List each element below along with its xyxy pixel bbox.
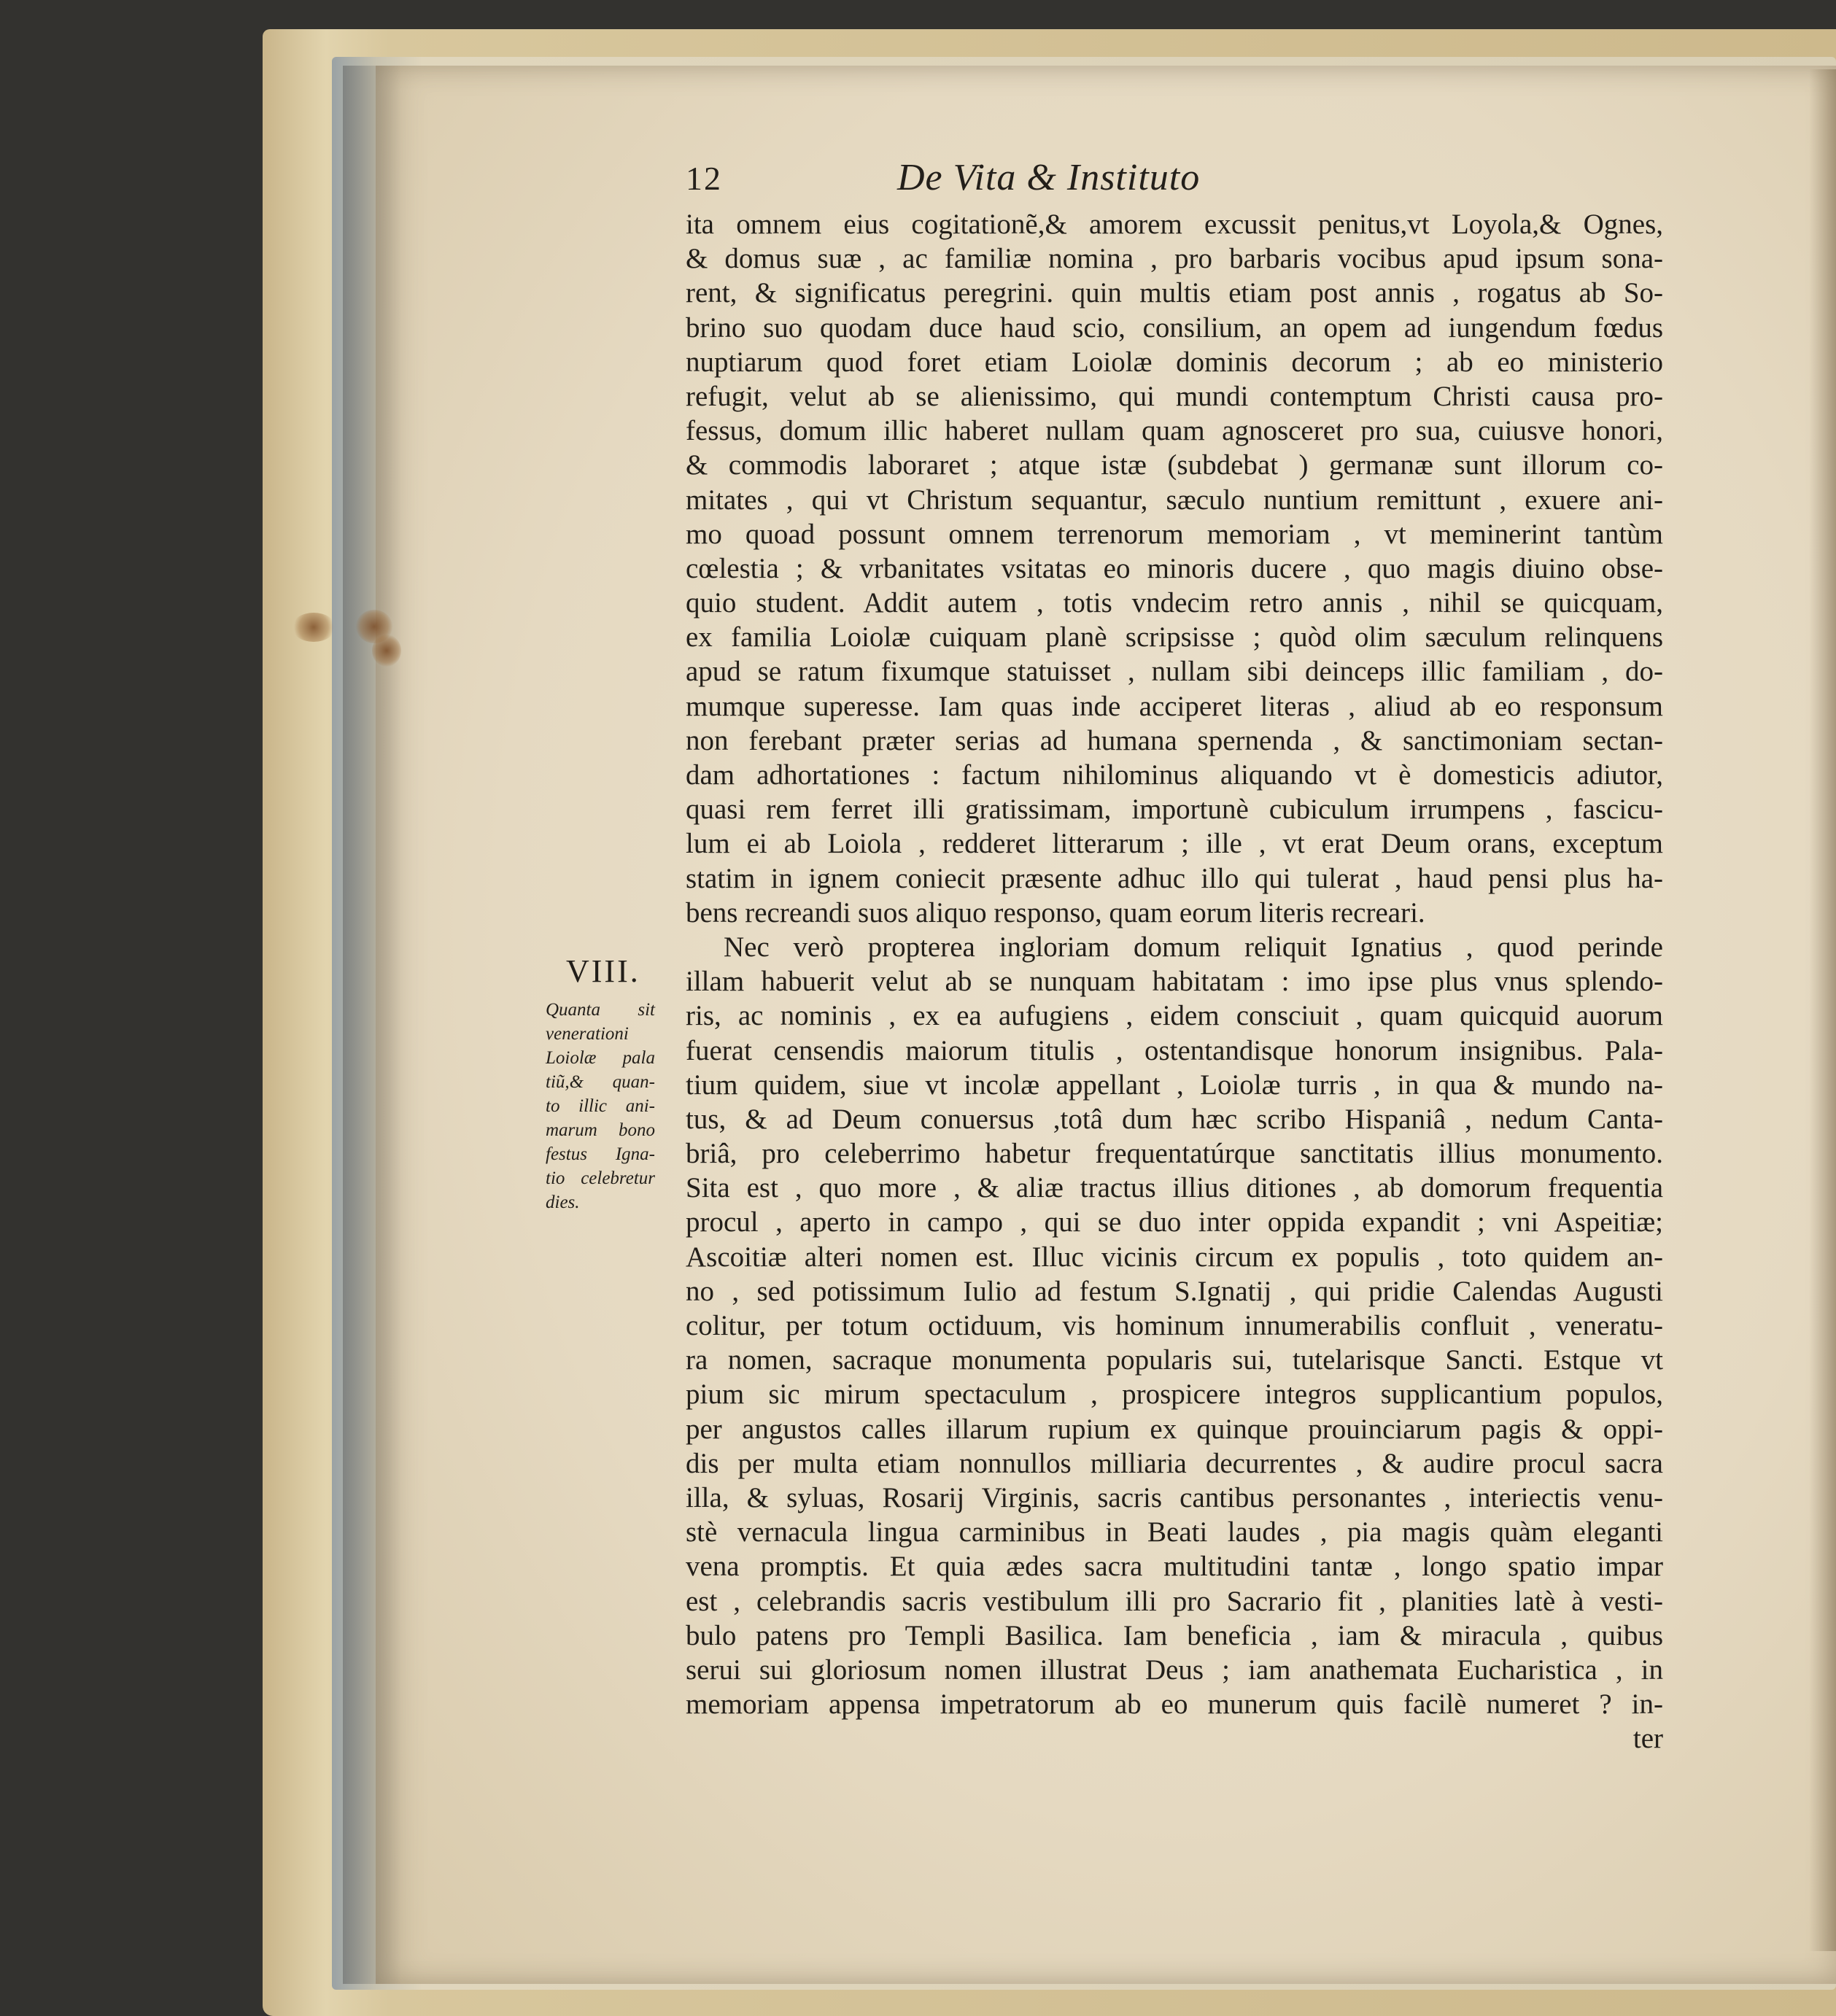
- text-line: tus, & ad Deum conuersus ,totâ dum hæc scribo Hispaniâ , nedum Canta-: [686, 1103, 1663, 1135]
- text-line: non ferebant præter serias ad humana spernenda , & sanctimoniam sectan-: [686, 724, 1663, 756]
- text-line: Ascoitiæ alteri nomen est. Illuc vicinis circum ex populis , toto quidem an-: [686, 1241, 1663, 1273]
- text-line: ex familia Loiolæ cuiquam planè scripsisse ; quòd olim sæculum relinquens: [686, 621, 1663, 654]
- text-line: & commodis laboraret ; atque istæ (subdebat ) germanæ sunt illorum co-: [686, 449, 1663, 481]
- text-line: Nec verò propterea ingloriam domum reliquit Ignatius , quod perinde: [724, 931, 1663, 963]
- page-edge-shadow: [1809, 69, 1836, 1951]
- text-line: memoriam appensa impetratorum ab eo munerum quis facilè numeret ? in-: [686, 1689, 1663, 1721]
- text-line: tium quidem, siue vt incolæ appellant , Loiolæ turris , in qua & mundo na-: [686, 1069, 1663, 1101]
- text-line: lum ei ab Loiola , redderet litterarum ; ille , vt erat Deum orans, exceptum: [686, 828, 1663, 860]
- text-line: Sita est , quo more , & aliæ tractus illius ditiones , ab domorum frequentia: [686, 1172, 1663, 1204]
- text-line: nuptiarum quod foret etiam Loiolæ dominis decorum ; ab eo ministerio: [686, 346, 1663, 378]
- text-line: no , sed potissimum Iulio ad festum S.Ignatij , qui pridie Calendas Augusti: [686, 1275, 1663, 1307]
- text-line: refugit, velut ab se alienissimo, qui mundi contemptum Christi causa pro-: [686, 380, 1663, 412]
- stain-mark: [292, 613, 336, 642]
- text-line: ris, ac nominis , ex ea aufugiens , eidem consciuit , quam quicquid auorum: [686, 1000, 1663, 1032]
- margin-note-line: festus Igna-: [546, 1144, 655, 1164]
- margin-note-line: to illic ani-: [546, 1096, 655, 1116]
- text-line: rent, & significatus peregrini. quin multis etiam post annis , rogatus ab So-: [686, 277, 1663, 309]
- text-line: pium sic mirum spectaculum , prospicere integros supplicantium populos,: [686, 1379, 1663, 1411]
- margin-note-line: dies.: [546, 1193, 580, 1212]
- text-line: quasi rem ferret illi gratissimam, importunè cubiculum irrumpens , fascicu-: [686, 794, 1663, 826]
- text-line: per angustos calles illarum rupium ex quinque prouinciarum pagis & oppi-: [686, 1413, 1663, 1445]
- text-line: est , celebrandis sacris vestibulum illi pro Sacrario fit , planities latè à vesti-: [686, 1585, 1663, 1617]
- text-line: briâ, pro celeberrimo habetur frequentatúrque sanctitatis illius monumento.: [686, 1138, 1663, 1170]
- text-line: ra nomen, sacraque monumenta popularis sui, tutelarisque Sancti. Estque vt: [686, 1344, 1663, 1376]
- text-line: fuerat censendis maiorum titulis , ostentandisque honorum insignibus. Pala-: [686, 1034, 1663, 1066]
- catchword: ter: [1632, 1723, 1663, 1755]
- text-line: bens recreandi suos aliquo responso, quam eorum literis recreari.: [686, 896, 1425, 928]
- text-line: bulo patens pro Templi Basilica. Iam beneficia , iam & miracula , quibus: [686, 1619, 1663, 1651]
- text-line: cœlestia ; & vrbanitates vsitatas eo minoris ducere , quo magis diuino obse-: [686, 552, 1663, 584]
- page-number: 12: [686, 160, 722, 197]
- text-line: serui sui gloriosum nomen illustrat Deus ; iam anathemata Eucharistica , in: [686, 1653, 1663, 1686]
- text-line: colitur, per totum octiduum, vis hominum innumerabilis confluit , veneratu-: [686, 1310, 1663, 1341]
- text-line: illa, & syluas, Rosarij Virginis, sacris cantibus personantes , interiectis venu-: [686, 1481, 1663, 1513]
- text-line: ita omnem eius cogitationẽ,& amorem excussit penitus,vt Loyola,& Ognes,: [686, 209, 1663, 240]
- text-line: illam habuerit velut ab se nunquam habitatam : imo ipse plus vnus splendo-: [686, 966, 1663, 998]
- text-line: mitates , qui vt Christum sequantur, sæculo nuntium remittunt , exuere ani-: [686, 484, 1663, 516]
- margin-note-line: marum bono: [546, 1120, 655, 1140]
- stain-mark: [372, 635, 401, 667]
- running-title: De Vita & Instituto: [897, 157, 1201, 198]
- body-text: [686, 207, 1663, 1756]
- text-line: brino suo quodam duce haud scio, consilium, an opem ad iungendum fœdus: [686, 311, 1663, 344]
- text-line: procul , aperto in campo , qui se duo inter oppida expandit ; vni Aspeitiæ;: [686, 1206, 1663, 1238]
- text-line: stè vernacula lingua carminibus in Beati laudes , pia magis quàm eleganti: [686, 1516, 1663, 1548]
- margin-note-line: Loiolæ pala: [546, 1048, 655, 1068]
- text-line: vena promptis. Et quia ædes sacra multitudini tantæ , longo spatio impar: [686, 1551, 1663, 1583]
- text-line: apud se ratum fixumque statuisset , nullam sibi deinceps illic familiam , do-: [686, 656, 1663, 688]
- margin-note: [546, 998, 655, 1214]
- text-line: & domus suæ , ac familiæ nomina , pro barbaris vocibus apud ipsum sona-: [686, 243, 1663, 275]
- text-line: quio student. Addit autem , totis vndecim retro annis , nihil se quicquam,: [686, 587, 1663, 619]
- text-line: dis per multa etiam nonnullos milliaria decurrentes , & audire procul sacra: [686, 1447, 1663, 1479]
- text-line: dam adhortationes : factum nihilominus aliquando vt è domesticis adiutor,: [686, 759, 1663, 791]
- text-line: mo quoad possunt omnem terrenorum memoriam , vt meminerint tantùm: [686, 518, 1663, 550]
- text-line: statim in ignem coniecit præsente adhuc illo qui tulerat , haud pensi plus ha-: [686, 862, 1663, 894]
- margin-note-line: Quanta sit: [546, 1000, 655, 1020]
- margin-note-line: venerationi: [546, 1024, 629, 1044]
- margin-note-line: tiũ,& quan-: [546, 1072, 655, 1092]
- margin-note-line: tio celebretur: [546, 1168, 655, 1188]
- page-header: [686, 159, 1656, 210]
- gutter-shadow: [343, 66, 401, 1984]
- text-line: mumque superesse. Iam quas inde acciperet literas , aliud ab eo responsum: [686, 690, 1663, 722]
- text-line: fessus, domum illic haberet nullam quam agnosceret pro sua, cuiusve honori,: [686, 415, 1663, 447]
- section-numeral: VIII.: [566, 953, 640, 989]
